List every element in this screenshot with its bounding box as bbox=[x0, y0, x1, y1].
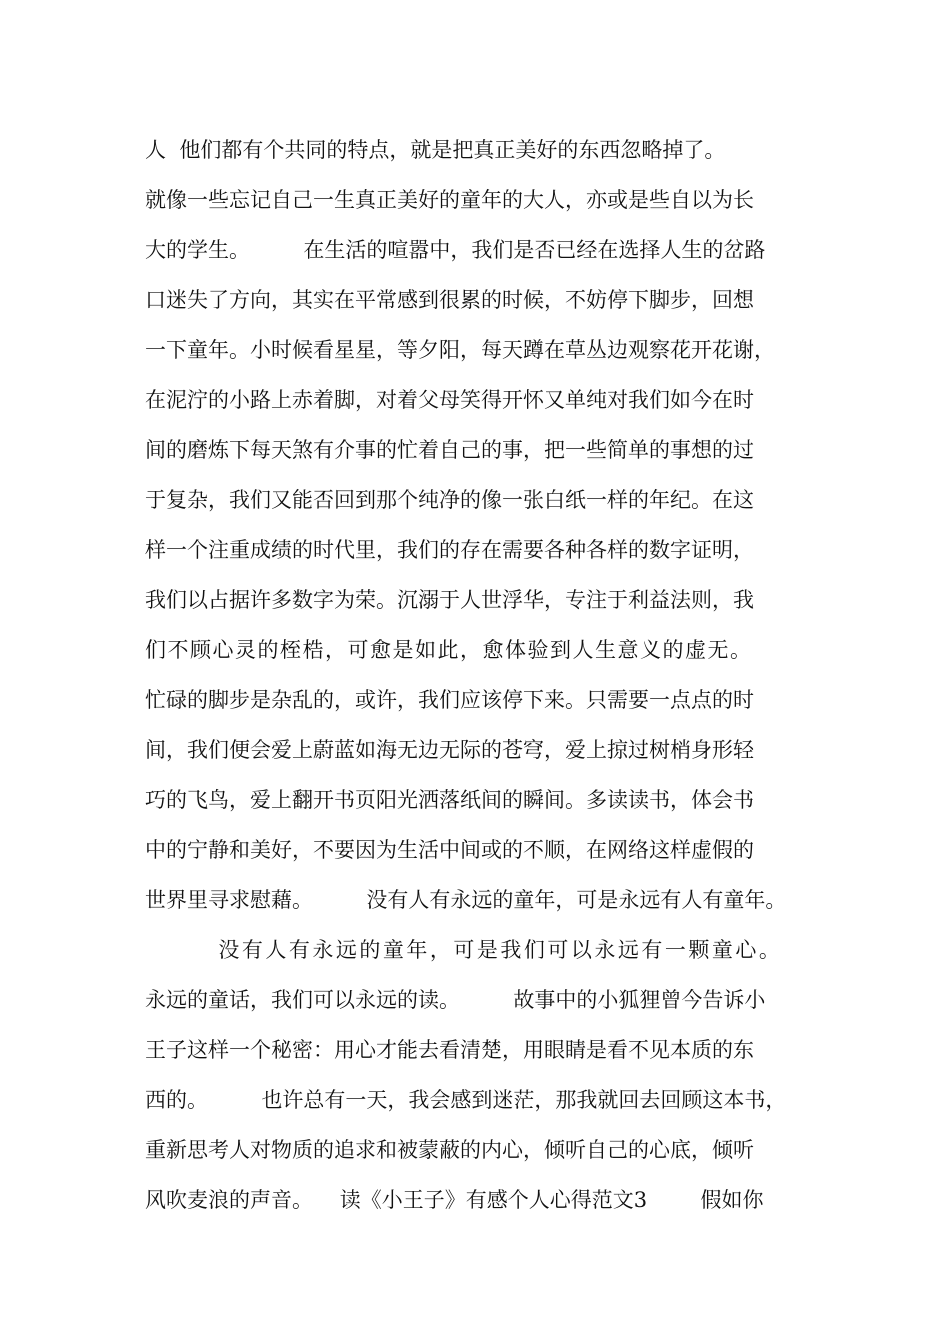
text-line: 世界里寻求慰藉。 没有人有永远的童年，可是永远有人有童年。 bbox=[145, 888, 787, 912]
text-line: 就像一些忘记自己一生真正美好的童年的大人，亦或是些自以为长 bbox=[145, 188, 754, 212]
text-line: 在泥泞的小路上赤着脚，对着父母笑得开怀又单纯对我们如今在时 bbox=[145, 388, 754, 412]
text-line: 重新思考人对物质的追求和被蒙蔽的内心，倾听自己的心底，倾听 bbox=[145, 1138, 754, 1162]
text-line: 没有人有永远的童年，可是我们可以永远有一颗童心。 bbox=[145, 938, 783, 962]
text-line: 王子这样一个秘密：用心才能去看清楚，用眼睛是看不见本质的东 bbox=[145, 1038, 754, 1062]
text-line: 我们以占据许多数字为荣。沉溺于人世浮华，专注于利益法则，我 bbox=[145, 588, 754, 612]
text-line: 西的。 也许总有一天，我会感到迷茫，那我就回去回顾这本书， bbox=[145, 1088, 787, 1112]
text-line: 巧的飞鸟，爱上翻开书页阳光洒落纸间的瞬间。多读读书，体会书 bbox=[145, 788, 754, 812]
text-line: 于复杂，我们又能否回到那个纯净的像一张白纸一样的年纪。在这 bbox=[145, 488, 754, 512]
text-line: 间的磨炼下每天煞有介事的忙着自己的事，把一些简单的事想的过 bbox=[145, 438, 754, 462]
text-line: 中的宁静和美好，不要因为生活中间或的不顺，在网络这样虚假的 bbox=[145, 838, 754, 862]
text-line: 口迷失了方向，其实在平常感到很累的时候，不妨停下脚步，回想 bbox=[145, 288, 754, 312]
text-line: 一下童年。小时候看星星，等夕阳，每天蹲在草丛边观察花开花谢， bbox=[145, 338, 775, 362]
text-line: 样一个注重成绩的时代里，我们的存在需要各种各样的数字证明， bbox=[145, 538, 754, 562]
text-line: 人 他们都有个共同的特点，就是把真正美好的东西忽略掉了。 bbox=[145, 138, 726, 162]
text-line: 大的学生。 在生活的喧嚣中，我们是否已经在选择人生的岔路 bbox=[145, 238, 766, 262]
text-line: 间，我们便会爱上蔚蓝如海无边无际的苍穹，爱上掠过树梢身形轻 bbox=[145, 738, 754, 762]
text-line: 永远的童话，我们可以永远的读。 故事中的小狐狸曾今告诉小 bbox=[145, 988, 766, 1012]
text-line: 们不顾心灵的桎梏，可愈是如此，愈体验到人生意义的虚无。 bbox=[145, 638, 753, 662]
text-line: 忙碌的脚步是杂乱的，或许，我们应该停下来。只需要一点点的时 bbox=[145, 688, 754, 712]
text-line: 风吹麦浪的声音。 读《小王子》有感个人心得范文3 假如你 bbox=[145, 1188, 764, 1212]
